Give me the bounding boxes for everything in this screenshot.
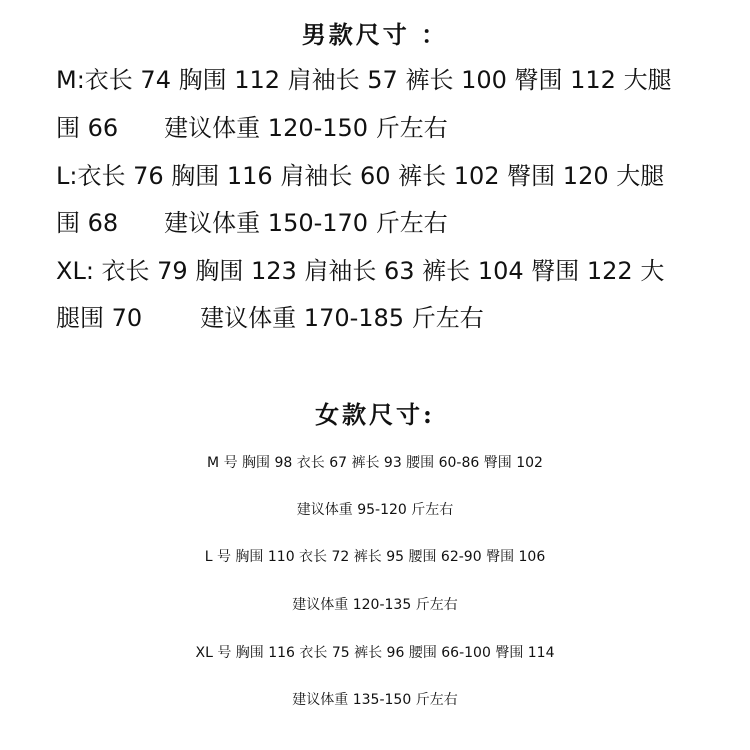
men-size-xl-measurements-cont: 腿围 70	[56, 304, 143, 332]
men-size-m-line-1	[56, 64, 672, 96]
men-size-l-measurements-cont: 围 68	[56, 209, 119, 237]
men-size-m-weight: 建议体重 120-150 斤左右	[164, 114, 448, 142]
men-size-xl-line-2	[56, 302, 484, 334]
men-size-xl-line-1	[56, 255, 664, 287]
women-size-heading: 女款尺寸:	[315, 400, 435, 429]
men-size-xl-measurements: XL: 衣长 79 胸围 123 肩袖长 63 裤长 104 臀围 122 大	[56, 257, 665, 285]
men-size-l-line-2	[56, 207, 448, 239]
men-size-l-line-1	[56, 160, 664, 192]
women-size-m-weight: 建议体重 95-120 斤左右	[296, 502, 454, 518]
men-size-l-measurements: L:衣长 76 胸围 116 肩袖长 60 裤长 102 臀围 120 大腿	[56, 162, 665, 190]
men-size-m-line-2	[56, 112, 448, 144]
women-size-l-measurements: L 号 胸围 110 衣长 72 裤长 95 腰围 62-90 臀围 106	[204, 549, 546, 565]
women-size-m-measurements: M 号 胸围 98 衣长 67 裤长 93 腰围 60-86 臀围 102	[207, 455, 543, 471]
men-size-l-weight: 建议体重 150-170 斤左右	[164, 209, 448, 237]
women-size-l-weight: 建议体重 120-135 斤左右	[292, 597, 458, 613]
women-size-xl-measurements: XL 号 胸围 116 衣长 75 裤长 96 腰围 66-100 臀围 114	[195, 645, 555, 661]
men-size-heading: 男款尺寸 ：	[301, 20, 449, 49]
men-size-xl-weight: 建议体重 170-185 斤左右	[200, 304, 484, 332]
women-size-xl-weight: 建议体重 135-150 斤左右	[292, 692, 458, 708]
men-size-m-measurements-cont: 围 66	[56, 114, 119, 142]
men-size-m-measurements: M:衣长 74 胸围 112 肩袖长 57 裤长 100 臀围 112 大腿	[56, 66, 672, 94]
